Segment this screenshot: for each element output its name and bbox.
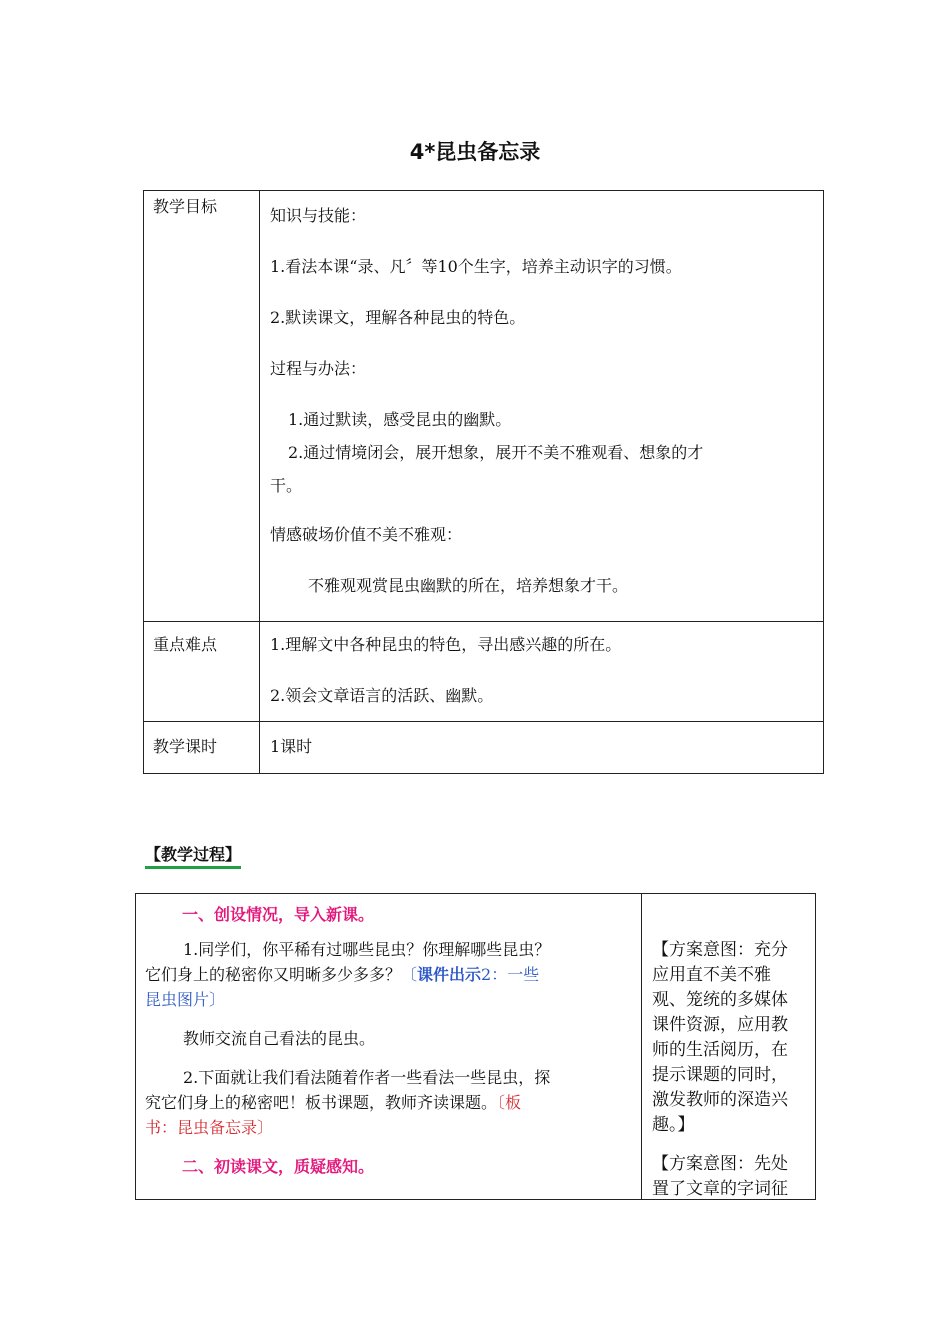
objectives-content-cell [260,191,824,622]
process-item-2a: 2.通过情境闭会，展开想象，展开不美不雅观看、想象的才 [288,443,704,462]
design-note-1-line: 【方案意图：充分 [652,940,788,960]
design-note-1-line: 观、笼统的多媒体 [652,990,788,1010]
courseware-number: 2：一些 [481,965,540,984]
design-note-2 [642,1152,815,1202]
hours-label-cell [144,722,260,774]
design-note-1-line: 应用直不美不雅 [652,965,771,985]
knowledge-item-2: 2.默读课文，理解各种昆虫的特色。 [270,308,526,327]
board-note-start: 〔板 [497,1093,522,1112]
process-item-2b: 干。 [270,476,303,495]
question-1-line-b-text: 它们身上的秘密你又明晰多少多多？ [145,965,402,984]
step1-heading: 一、创设情况，导入新课。 [182,905,375,924]
question-1-line-a: 1.同学们，你平稀有过哪些昆虫？你理解哪些昆虫？ [183,940,551,959]
design-note-1-line: 趣。】 [652,1115,695,1135]
process-item-1: 1.通过默读，感受昆虫的幽默。 [288,410,512,429]
knowledge-item-1: 1.看法本课“录、凡〞等10个生字，培养主动识字的习惯。 [270,257,682,276]
question-1-line-b [145,962,641,987]
design-note-2-line: 【方案意图：先处 [652,1154,788,1174]
courseware-label: 课件出示 [417,965,482,984]
keypoint-item-1: 1.理解文中各种昆虫的特色，寻出感兴趣的所在。 [270,635,622,654]
knowledge-heading: 知识与技能： [270,206,367,225]
keypoints-label-cell [144,622,260,722]
emotion-heading: 情感破场价值不美不雅观： [270,525,463,544]
lesson-info-table [143,190,824,774]
process-main-cell [136,894,642,1200]
design-note-1 [642,938,815,1138]
question-2-line-a: 2.下面就让我们看法随着作者一些看法一些昆虫，探 [183,1068,551,1087]
courseware-bracket: 〔 [401,965,418,984]
hours-content-cell [260,722,824,774]
objectives-label-cell [144,191,260,622]
question-2-line-b-text: 究它们身上的秘密吧！板书课题，教师齐读课题。 [145,1093,498,1112]
board-note-end: 书：昆虫备忘录〕 [145,1118,274,1137]
step2-heading: 二、初读课文，质疑感知。 [182,1157,375,1176]
teaching-process-table [135,893,816,1200]
question-1-line-d: 昆虫图片〕 [145,990,226,1009]
process-side-cell [642,894,816,1200]
emotion-item-1: 不雅观观赏昆虫幽默的所在，培养想象才干。 [308,576,629,595]
page-title: 4*昆虫备忘录 [409,140,541,164]
hours-value: 1课时 [270,737,313,756]
hours-label: 教学课时 [153,737,218,756]
process-section-title: 【教学过程】 [145,842,241,869]
keypoint-item-2: 2.领会文章语言的活跃、幽默。 [270,686,494,705]
question-1 [136,937,641,1012]
design-note-1-line: 师的生活阅历，在 [652,1040,788,1060]
design-note-2-line: 置了文章的字词征 [652,1179,788,1199]
process-heading: 过程与办法： [270,359,367,378]
objectives-label: 教学目标 [153,197,218,216]
question-2 [136,1065,641,1140]
question-2-line-b [145,1090,641,1115]
design-note-1-line: 提示课题的同时， [652,1065,788,1085]
teacher-line: 教师交流自己看法的昆虫。 [183,1029,376,1048]
keypoints-label: 重点难点 [153,635,218,654]
design-note-1-line: 激发教师的深造兴 [652,1090,788,1110]
keypoints-content-cell [260,622,824,722]
design-note-1-line: 课件资源，应用教 [652,1015,788,1035]
